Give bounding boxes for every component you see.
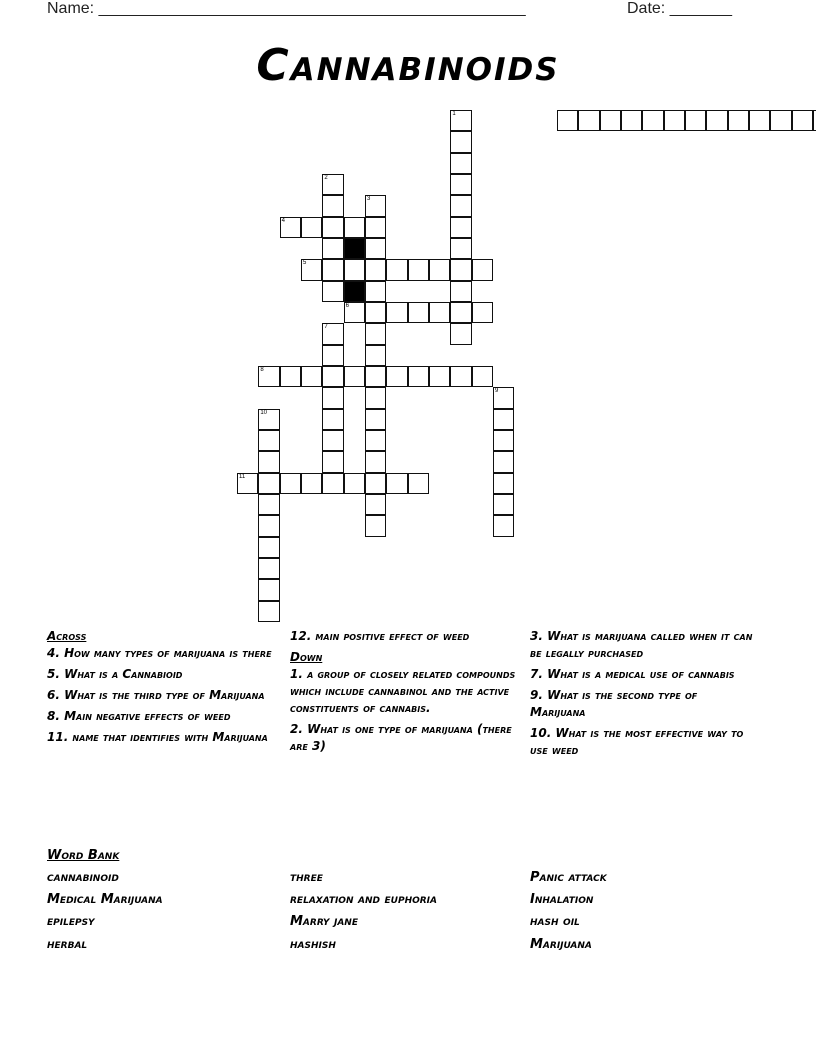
grid-cell[interactable] <box>472 302 493 323</box>
grid-cell[interactable] <box>578 110 599 131</box>
grid-cell[interactable] <box>301 217 322 238</box>
grid-cell[interactable] <box>322 281 343 302</box>
grid-cell[interactable] <box>365 238 386 259</box>
grid-cell[interactable] <box>344 302 365 323</box>
grid-cell[interactable] <box>450 195 471 216</box>
clue-down-9: 9. What is the second type of Marijuana <box>530 688 698 719</box>
grid-cell[interactable] <box>258 473 279 494</box>
grid-cell[interactable] <box>429 366 450 387</box>
name-field: Name: ________________________________________________ <box>47 0 526 17</box>
word-bank-item: herbal <box>47 937 88 952</box>
grid-cell[interactable] <box>749 110 770 131</box>
grid-cell[interactable] <box>301 259 322 280</box>
grid-cell[interactable] <box>322 387 343 408</box>
grid-cell[interactable] <box>450 217 471 238</box>
grid-cell[interactable] <box>450 238 471 259</box>
grid-cell[interactable] <box>450 174 471 195</box>
grid-cell[interactable] <box>237 473 258 494</box>
grid-cell[interactable] <box>365 494 386 515</box>
grid-cell[interactable] <box>322 238 343 259</box>
grid-cell[interactable] <box>429 259 450 280</box>
clue-across-12: 12. main positive effect of weed <box>290 629 470 643</box>
grid-cell[interactable] <box>386 473 407 494</box>
clue-number: 8 <box>260 366 264 373</box>
down-heading: Down <box>290 650 323 664</box>
grid-cell[interactable] <box>493 451 514 472</box>
clue-across-5: 5. What is a Cannabioid <box>47 667 183 681</box>
date-field: Date: _______ <box>627 0 732 17</box>
grid-cell[interactable] <box>365 259 386 280</box>
grid-cell[interactable] <box>344 473 365 494</box>
grid-cell[interactable] <box>493 515 514 536</box>
grid-cell[interactable] <box>365 473 386 494</box>
grid-cell[interactable] <box>728 110 749 131</box>
clue-down-2: 2. What is one type of marijuana (there are 3) <box>290 722 512 753</box>
word-bank-item: relaxation and euphoria <box>290 892 437 907</box>
grid-cell[interactable] <box>322 174 343 195</box>
grid-cell[interactable] <box>258 430 279 451</box>
grid-cell[interactable] <box>365 281 386 302</box>
grid-cell[interactable] <box>664 110 685 131</box>
grid-cell[interactable] <box>450 110 471 131</box>
grid-cell[interactable] <box>365 409 386 430</box>
grid-cell[interactable] <box>365 366 386 387</box>
grid-cell[interactable] <box>450 366 471 387</box>
clue-down-3: 3. What is marijuana called when it can be legally purchased <box>530 629 753 660</box>
grid-cell[interactable] <box>365 345 386 366</box>
clue-down-10: 10. What is the most effective way to use weed <box>530 726 744 757</box>
grid-cell[interactable] <box>365 323 386 344</box>
grid-cell[interactable] <box>450 323 471 344</box>
grid-cell[interactable] <box>408 259 429 280</box>
grid-cell[interactable] <box>322 345 343 366</box>
clue-across-6: 6. What is the third type of Marijuana <box>47 688 265 702</box>
grid-cell[interactable] <box>344 366 365 387</box>
grid-cell[interactable] <box>322 451 343 472</box>
grid-cell[interactable] <box>365 217 386 238</box>
grid-cell[interactable] <box>450 281 471 302</box>
grid-cell[interactable] <box>344 217 365 238</box>
grid-cell[interactable] <box>258 579 279 600</box>
clue-number: 6 <box>345 302 349 309</box>
grid-cell[interactable] <box>344 259 365 280</box>
word-bank-heading: Word Bank <box>47 848 120 863</box>
grid-cell[interactable] <box>472 259 493 280</box>
word-bank-item: Inhalation <box>530 892 594 907</box>
grid-cell[interactable] <box>493 494 514 515</box>
grid-cell[interactable] <box>258 451 279 472</box>
grid-cell[interactable] <box>322 366 343 387</box>
clues-column-1 <box>47 628 282 750</box>
grid-cell[interactable] <box>258 537 279 558</box>
clue-number: 7 <box>324 324 328 331</box>
grid-cell[interactable] <box>386 302 407 323</box>
grid-cell[interactable] <box>472 366 493 387</box>
clue-number: 3 <box>367 196 371 203</box>
grid-cell[interactable] <box>365 430 386 451</box>
grid-cell[interactable] <box>280 473 301 494</box>
word-bank-item: Marry jane <box>290 914 358 929</box>
grid-cell[interactable] <box>493 387 514 408</box>
grid-cell[interactable] <box>792 110 813 131</box>
clue-across-8: 8. Main negative effects of weed <box>47 709 231 723</box>
clue-number: 11 <box>239 473 246 480</box>
grid-cell[interactable] <box>322 217 343 238</box>
word-bank-item: epilepsy <box>47 914 95 929</box>
grid-cell[interactable] <box>770 110 791 131</box>
clue-number: 9 <box>494 388 499 395</box>
word-bank-item: Marijuana <box>530 937 592 952</box>
grid-cell[interactable] <box>408 302 429 323</box>
grid-cell[interactable] <box>450 302 471 323</box>
word-bank-item: hash oil <box>530 914 580 929</box>
word-bank-item: Medical Marijuana <box>47 892 163 907</box>
grid-cell[interactable] <box>365 515 386 536</box>
grid-cell[interactable] <box>450 131 471 152</box>
grid-cell[interactable] <box>258 366 279 387</box>
grid-cell[interactable] <box>557 110 578 131</box>
grid-cell[interactable] <box>493 409 514 430</box>
word-bank-item: hashish <box>290 937 336 952</box>
grid-cell[interactable] <box>322 323 343 344</box>
word-bank-item: cannabinoid <box>47 870 119 885</box>
grid-cell[interactable] <box>301 366 322 387</box>
clues-column-2 <box>290 628 520 759</box>
clue-across-11: 11. name that identifies with Marijuana <box>47 730 268 744</box>
grid-cell[interactable] <box>365 451 386 472</box>
grid-cell[interactable] <box>450 259 471 280</box>
grid-cell[interactable] <box>621 110 642 131</box>
grid-cell[interactable] <box>258 601 279 622</box>
grid-cell[interactable] <box>258 558 279 579</box>
grid-cell[interactable] <box>322 259 343 280</box>
grid-cell[interactable] <box>280 217 301 238</box>
grid-cell[interactable] <box>493 430 514 451</box>
black-cell <box>344 281 365 302</box>
grid-cell[interactable] <box>408 473 429 494</box>
grid-cell[interactable] <box>386 259 407 280</box>
clue-across-4: 4. How many types of marijuana is there <box>47 646 272 660</box>
grid-cell[interactable] <box>258 494 279 515</box>
clue-down-7: 7. What is a medical use of cannabis <box>530 667 735 681</box>
grid-cell[interactable] <box>322 473 343 494</box>
grid-cell[interactable] <box>258 409 279 430</box>
clue-number: 2 <box>324 174 328 181</box>
clues-column-3 <box>530 628 755 763</box>
grid-cell[interactable] <box>493 473 514 494</box>
grid-cell[interactable] <box>386 366 407 387</box>
clue-number: 10 <box>260 409 268 416</box>
grid-cell[interactable] <box>408 366 429 387</box>
grid-cell[interactable] <box>450 153 471 174</box>
grid-cell[interactable] <box>365 195 386 216</box>
black-cell <box>344 238 365 259</box>
word-bank-item: three <box>290 870 323 885</box>
grid-cell[interactable] <box>258 515 279 536</box>
grid-cell[interactable] <box>365 387 386 408</box>
clue-number: 5 <box>303 260 307 267</box>
grid-cell[interactable] <box>642 110 663 131</box>
page-title: Cannabinoids <box>256 40 560 91</box>
clue-number: 4 <box>281 217 286 224</box>
grid-cell[interactable] <box>322 430 343 451</box>
grid-cell[interactable] <box>706 110 727 131</box>
grid-cell[interactable] <box>322 195 343 216</box>
word-bank-item: Panic attack <box>530 870 607 885</box>
across-heading: Across <box>47 629 87 643</box>
clue-number: 1 <box>452 111 456 117</box>
grid-cell[interactable] <box>365 302 386 323</box>
grid-cell[interactable] <box>429 302 450 323</box>
grid-cell[interactable] <box>280 366 301 387</box>
grid-cell[interactable] <box>301 473 322 494</box>
clue-down-1: 1. a group of closely related compounds which include cannabinol and the active constituents of cannabis. <box>290 667 516 715</box>
grid-cell[interactable] <box>600 110 621 131</box>
grid-cell[interactable] <box>322 409 343 430</box>
grid-cell[interactable] <box>685 110 706 131</box>
